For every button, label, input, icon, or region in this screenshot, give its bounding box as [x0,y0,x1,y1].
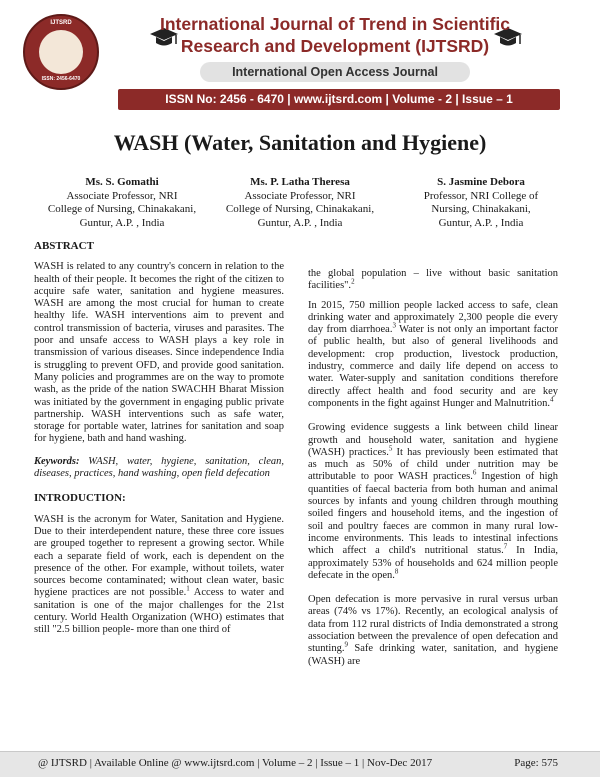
citation-ref: 8 [394,567,399,576]
issn-bar: ISSN No: 2456 - 6470 | www.ijtsrd.com | Volume - 2 | Issue – 1 [118,89,560,110]
page-footer [0,751,600,777]
citation-ref: 7 [503,542,508,551]
author-affiliation: Associate Professor, NRI [66,189,178,202]
citation-ref: 9 [344,640,348,649]
paper-title: WASH (Water, Sanitation and Hygiene) [113,130,487,155]
author-affiliation: Guntur, A.P. , India [79,216,165,229]
author-affiliation: Nursing, Chinakakani, [431,203,531,215]
logo-text-bottom: ISSN: 2456-6470 [41,76,81,82]
author-name: Ms. S. Gomathi [85,176,159,188]
footer-citation: @ IJTSRD | Available Online @ www.ijtsrd.com | Volume – 2 | Issue – 1 | Nov-Dec 2017 [38,757,433,769]
journal-title-line2: Research and Development (IJTSRD) [180,36,490,56]
keywords-text: WASH, water, hygiene, sanitation, clean, diseases, practices, hand washing, open field defecation [34,455,284,480]
author-block [396,176,566,230]
citation-ref: 1 [186,584,190,593]
page-number: Page: 575 [514,757,558,769]
author-affiliation: Guntur, A.P. , India [438,216,524,229]
author-affiliation: Professor, NRI College of [423,189,539,202]
journal-logo [23,14,99,90]
body-paragraph: Growing evidence suggests a link between child linear growth and household water, sanitation and hygiene (WASH) practices.$^5$ It has previously been estimated that as much as 50% of child under nutrition may be attributable to poor WASH practices.$^6$ Ingestion of high quantities of faecal bacteria from both human and animal sources by infants and young children through mouthing soiled fingers and household items, and the ingestion of soil and poultry faeces are common in many rural low-income environments. This leads to intestinal infections which affect a child's nutritional status.$^7$ In India, approximately 53% of households and 624 million people defecate in the open.$^8$ [308,422,559,581]
keywords [34,456,284,481]
author-affiliation: Guntur, A.P. , India [257,216,343,229]
author-affiliation: College of Nursing, Chinakakani, [47,203,197,215]
abstract-text: WASH is related to any country's concern in relation to the health of their people. It becomes the right of the citizen to acquire safe water, sanitation and hygiene measures. WASH are among the most crucial for human to create healthy life. WASH interventions aim to prevent and control transmission of bacteria, viruses and parasites. The poor and unsafe access to WASH plays a key role in transmission of various diseases. Since independence India is struggling to prevent OFD, and provide good sanitation. Many policies and programmes are on the way to promote wash, as the pride of the nation SWACHH Bharat Mission was initiated by the government in engaging public private partnership. WASH interventions such as safe water, storage for portable water, latrines for sanitation and soap for hygiene, bath and hand washing. [34,261,284,445]
logo-emblem [39,30,83,74]
author-affiliation: Associate Professor, NRI [244,189,356,202]
author-name: Ms. P. Latha Theresa [250,176,350,188]
journal-banner [0,0,600,118]
left-column [34,240,284,644]
intro-paragraph: WASH is the acronym for Water, Sanitation and Hygiene. Due to their interdependent nature, these three core issues are grouped together to represent a growing sector. While each a separate field of work, each is dependent on the presence of the other. For example, without toilets, water sources become contaminated; without clean water, basic hygiene practices are not possible.$^1$ Access to water and sanitation is one of the major challenges for the 21st century. World Health Organization (WHO) estimates that still "2.5 billion people- more than one third of [34,513,284,636]
body-paragraph: Open defecation is more pervasive in rural versus urban areas (74% vs 17%). Recently, an ecological analysis of data from 112 rural districts of India demonstrated a strong association between the prevalence of open defecation and stunting.$^9$ Safe drinking water, sanitation, and hygiene (WASH) are [308,594,558,667]
author-affiliation: College of Nursing, Chinakakani, [225,203,375,215]
citation-ref: 3 [392,321,396,330]
citation-ref: 4 [550,395,554,404]
abstract-heading: ABSTRACT [34,240,94,252]
journal-subtitle: International Open Access Journal [200,62,470,82]
author-name: S. Jasmine Debora [437,176,525,188]
journal-title-line1: International Journal of Trend in Scientific [159,14,511,34]
author-block [32,176,212,230]
logo-text-top: IJTSRD [50,20,72,26]
citation-ref: 6 [472,468,477,477]
citation-ref: 5 [388,444,393,453]
citation-ref: 2 [351,277,355,286]
right-column [308,268,558,675]
author-block [210,176,390,230]
body-paragraph: In 2015, 750 million people lacked access to safe, clean drinking water and approximately 2,300 people die every day from diarrhoea.$^3$ Water is not only an important factor of public health, but also of general livelihoods and development: crop production, livestock production, industry, commerce and daily life depend on access to water. Water-supply and sanitation conditions therefore directly affect health and food security and are key components in the fight against Hunger and Malnutrition.$^4$ [308,299,558,409]
body-paragraph: the global population – live without basic sanitation facilities".$^2$ [308,268,558,292]
keywords-label: Keywords: [34,455,80,467]
introduction-heading: INTRODUCTION: [34,492,126,505]
